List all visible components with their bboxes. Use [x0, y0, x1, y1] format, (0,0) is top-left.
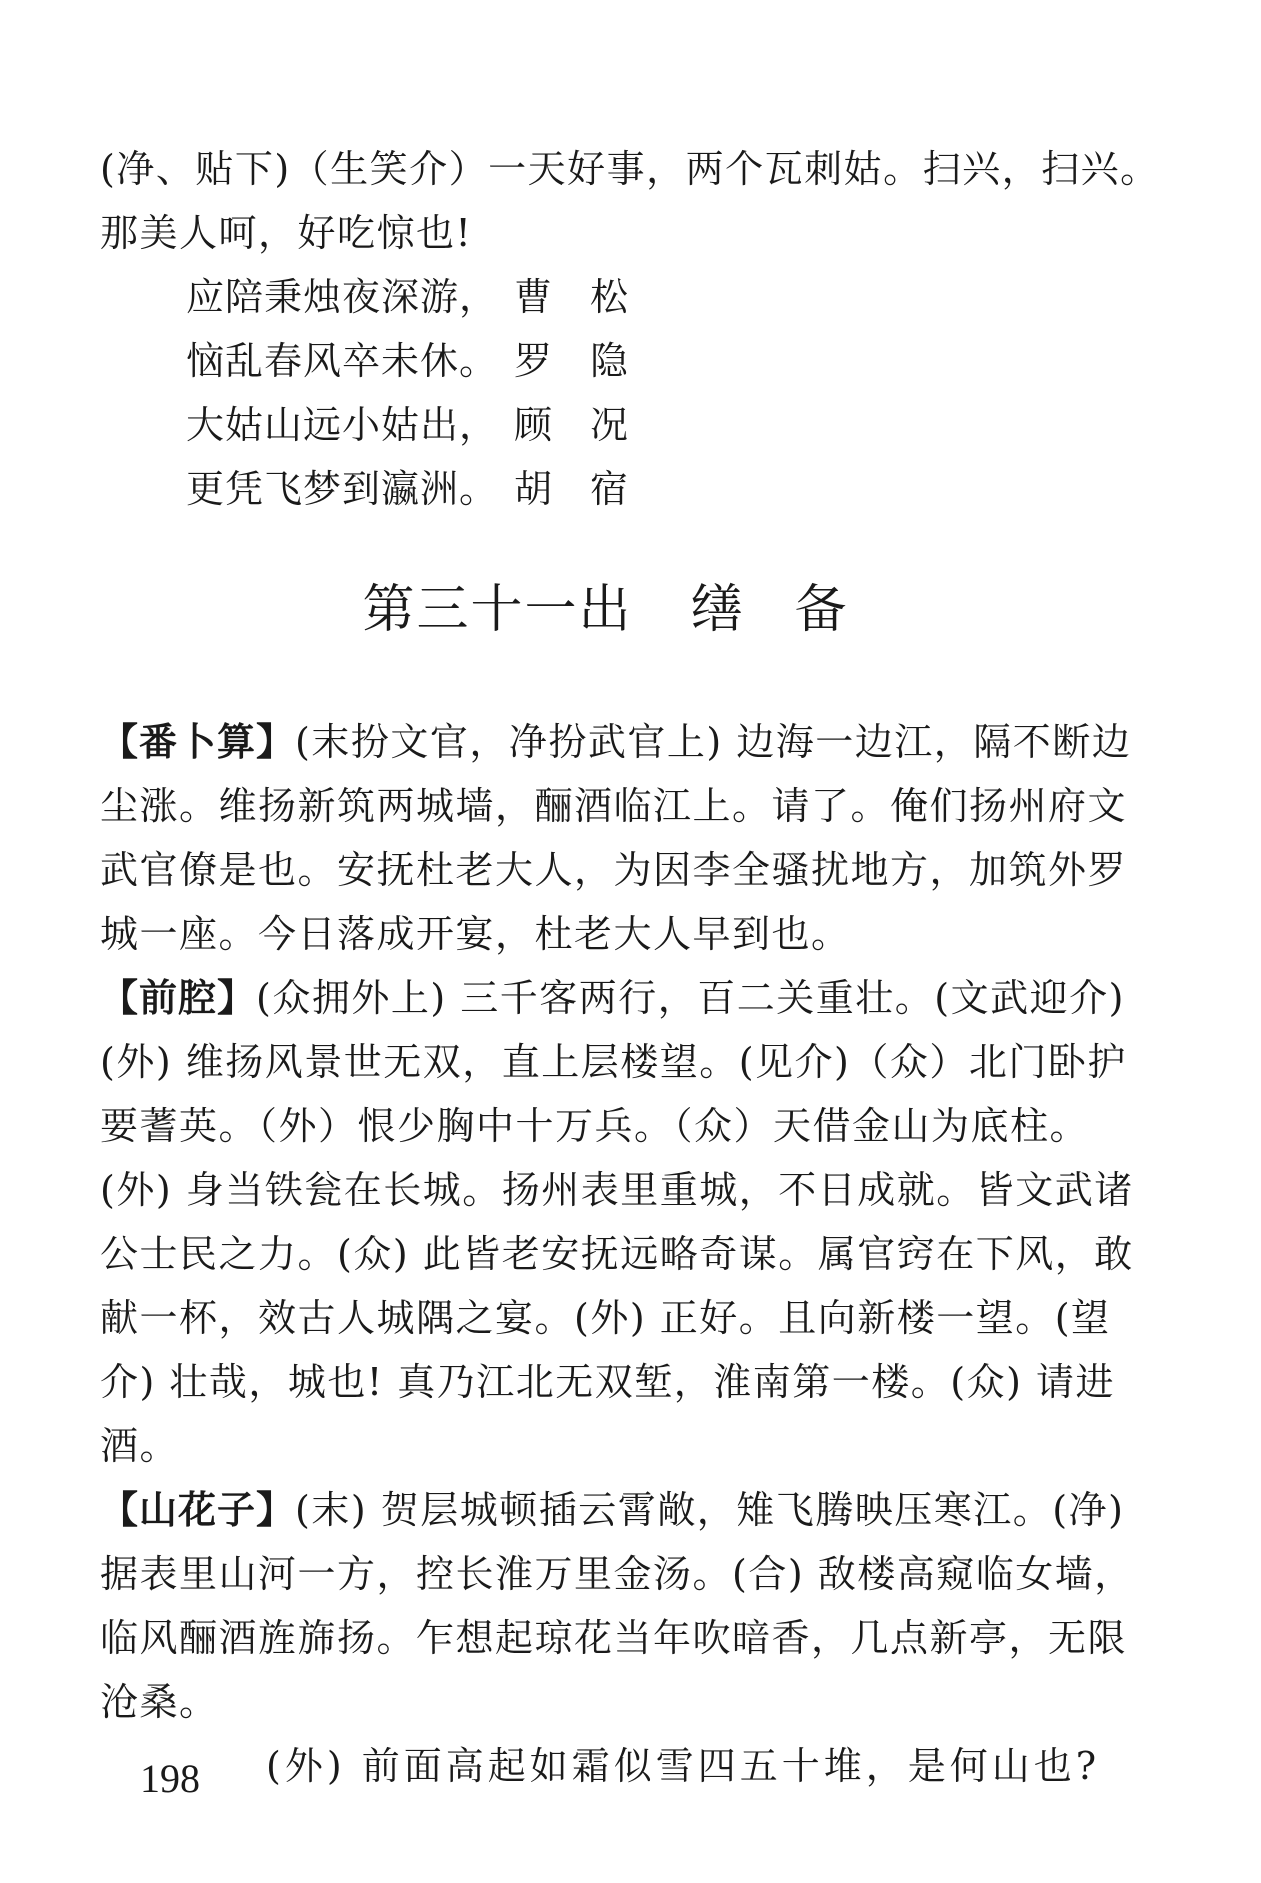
verse-poet: 胡宿 — [514, 467, 667, 511]
text-line: 公士民之力。(众) 此皆老安抚远略奇谋。属官窍在下风，敢 — [100, 1232, 1134, 1276]
text-line: 城一座。今日落成开宴，杜老大人早到也。 — [100, 912, 851, 956]
chapter-title — [0, 578, 1261, 642]
text-line: 临风酾酒旌旆扬。乍想起琼花当年吹暗香，几点新亭，无限 — [100, 1616, 1128, 1660]
text-line: (外) 前面高起如霜似雪四五十堆，是何山也? — [266, 1744, 1101, 1788]
text-line: 酒。 — [100, 1424, 180, 1468]
text-line: 沧桑。 — [100, 1680, 219, 1724]
verse-line — [186, 465, 666, 513]
verse-line — [186, 273, 666, 321]
verse-poet: 罗隐 — [514, 339, 667, 383]
verse-poet: 顾况 — [514, 403, 667, 447]
verse-text: 应陪秉烛夜深游， — [186, 275, 499, 319]
text-span: (末) 贺层城顿插云霄敞，雉飞腾映压寒江。(净) — [295, 1488, 1125, 1532]
verse-line — [186, 337, 666, 385]
text-line: 献一杯，效古人城隅之宴。(外) 正好。且向新楼一望。(望 — [100, 1296, 1111, 1340]
text-line: 那美人呵，好吃惊也! — [100, 211, 473, 255]
tune-label: 【前腔】 — [100, 976, 257, 1020]
text-line: (外) 身当铁瓮在长城。扬州表里重城，不日成就。皆文武诸 — [100, 1168, 1134, 1212]
text-span: (末扮文官，净扮武官上) 边海一边江，隔不断边 — [295, 720, 1132, 764]
text-line: 据表里山河一方，控长淮万里金汤。(合) 敌楼高窥临女墙， — [100, 1552, 1134, 1596]
text-line: (外) 维扬风景世无双，直上层楼望。(见介)（众）北门卧护 — [100, 1040, 1127, 1084]
chapter-number: 第三十一出 — [362, 580, 633, 640]
text-line — [100, 974, 1180, 1022]
text-line: (净、贴下)（生笑介）一天好事，两个瓦刺姑。扫兴，扫兴。 — [100, 147, 1160, 191]
tune-label: 【山花子】 — [100, 1488, 296, 1532]
verse-line — [186, 401, 666, 449]
verse-poet: 曹松 — [514, 275, 667, 319]
text-line: 尘涨。维扬新筑两城墙，酾酒临江上。请了。俺们扬州府文 — [100, 784, 1128, 828]
verse-text: 恼乱春风卒未休。 — [186, 339, 499, 383]
text-line — [100, 718, 1180, 766]
verse-text: 更凭飞梦到瀛洲。 — [186, 467, 499, 511]
text-span: (众拥外上) 三千客两行，百二关重壮。(文武迎介) — [256, 976, 1125, 1020]
text-line — [100, 1486, 1180, 1534]
text-line: 介) 壮哉，城也! 真乃江北无双堑，淮南第一楼。(众) 请进 — [100, 1360, 1115, 1404]
text-line: 武官僚是也。安抚杜老大人，为因李全骚扰地方，加筑外罗 — [100, 848, 1128, 892]
chapter-name: 缮备 — [690, 580, 899, 640]
text-line: 要蓍英。（外）恨少胸中十万兵。（众）天借金山为底柱。 — [100, 1104, 1090, 1148]
verse-text: 大姑山远小姑出， — [186, 403, 499, 447]
page-number: 198 — [140, 1756, 200, 1801]
tune-label: 【番卜算】 — [100, 720, 296, 764]
